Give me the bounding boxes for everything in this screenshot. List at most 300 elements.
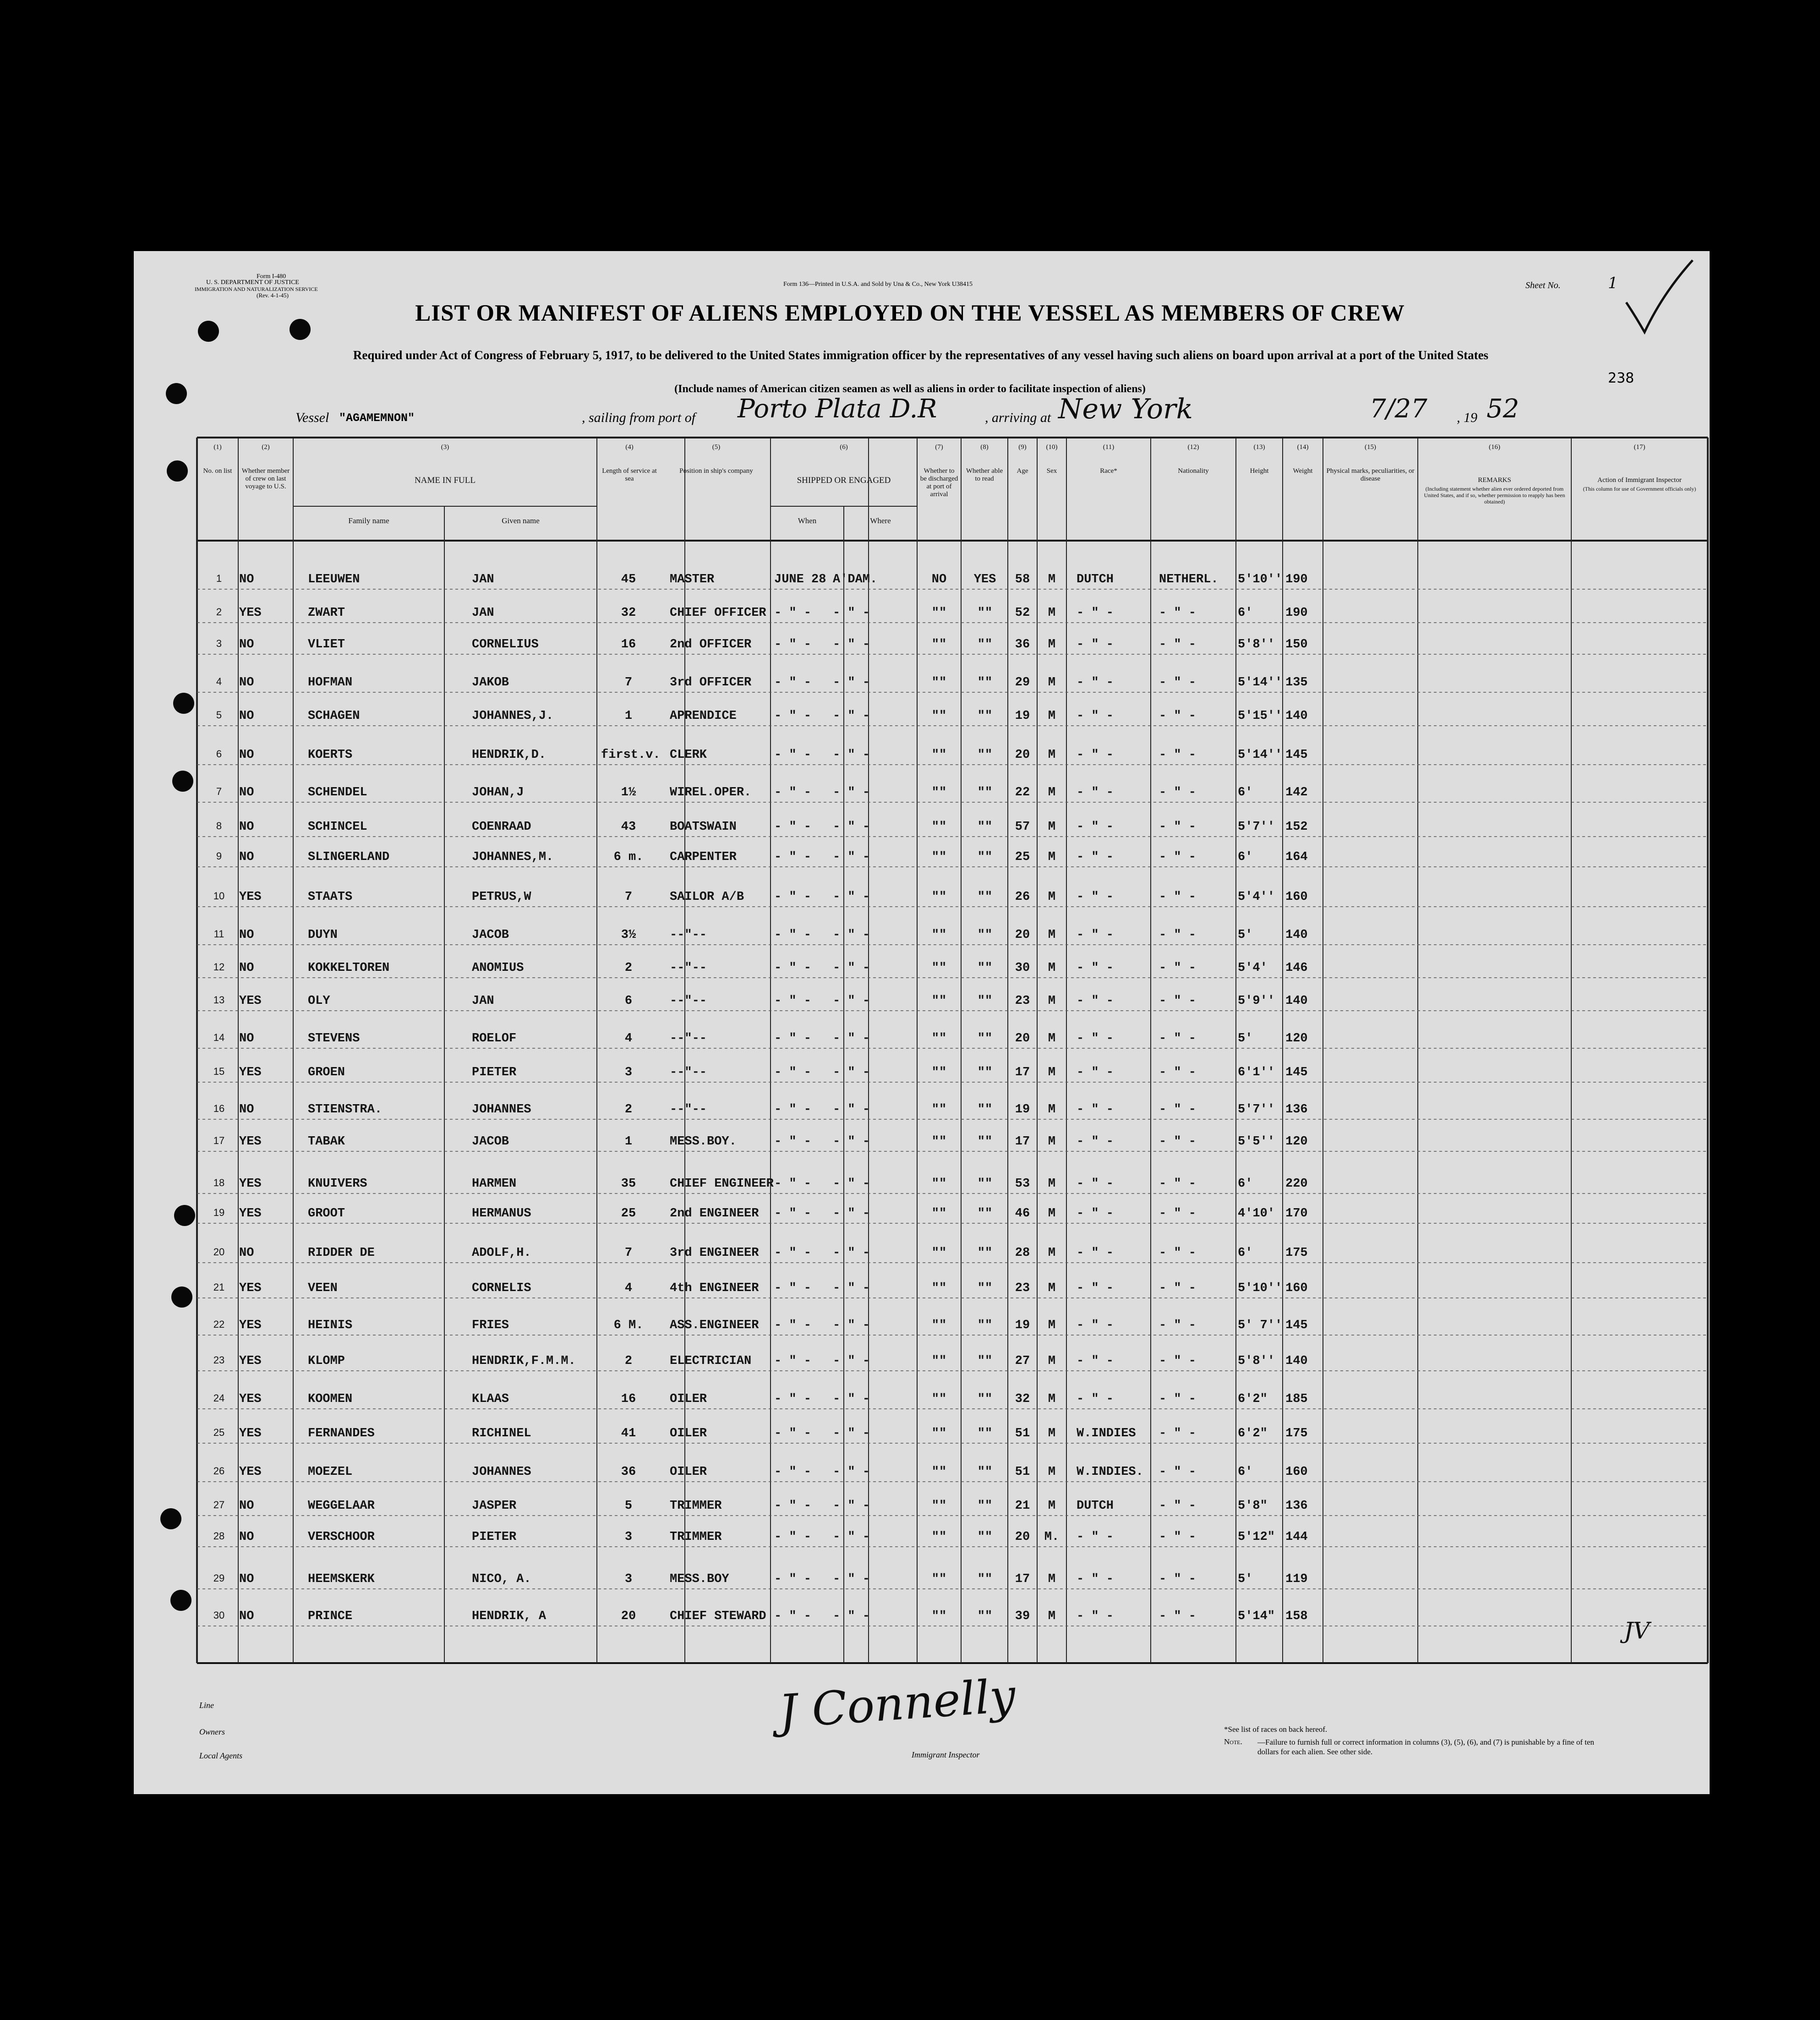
age-cell: 27 bbox=[1015, 1354, 1030, 1368]
weight-cell: 145 bbox=[1285, 1319, 1308, 1332]
given-name-cell: ANOMIUS bbox=[472, 961, 524, 975]
position-cell: CARPENTER bbox=[670, 850, 737, 864]
sex-cell: M bbox=[1048, 890, 1056, 904]
given-name-cell: PETRUS,W bbox=[472, 890, 531, 904]
last-voyage-cell: NO bbox=[239, 676, 254, 690]
able-to-read-cell: "" bbox=[977, 1499, 993, 1513]
shipped-where-cell: - " - bbox=[833, 606, 870, 620]
family-name-cell: SCHAGEN bbox=[308, 709, 360, 723]
family-name-cell: STAATS bbox=[308, 890, 353, 904]
weight-cell: 160 bbox=[1285, 1465, 1308, 1479]
note-text: —Failure to furnish full or correct information in columns (3), (5), (6), and (7) is punishable by a fine of ten dollars for each alien. See other side. bbox=[1257, 1738, 1595, 1756]
inspector-signature: J Connelly bbox=[777, 1669, 1017, 1739]
sex-cell: M bbox=[1048, 961, 1056, 975]
weight-cell: 158 bbox=[1285, 1609, 1308, 1623]
sex-cell: M bbox=[1048, 1319, 1056, 1332]
given-name-cell: FRIES bbox=[472, 1319, 509, 1332]
given-name-cell: JACOB bbox=[472, 928, 509, 942]
family-name-cell: LEEUWEN bbox=[308, 573, 360, 586]
races-note: *See list of races on back hereof. bbox=[1224, 1725, 1328, 1734]
family-name-cell: KOKKELTOREN bbox=[308, 961, 390, 975]
shipped-when-cell: - " - bbox=[774, 890, 812, 904]
col-header-c8-number: (8) bbox=[980, 443, 989, 451]
nationality-cell: NETHERL. bbox=[1159, 573, 1219, 586]
service-length-cell: 36 bbox=[621, 1465, 636, 1479]
discharged-cell: "" bbox=[931, 1354, 947, 1368]
position-cell: --"-- bbox=[670, 994, 707, 1008]
nationality-cell: - " - bbox=[1159, 961, 1197, 975]
service-length-cell: 2 bbox=[624, 961, 633, 975]
last-voyage-cell: NO bbox=[239, 1032, 254, 1046]
given-name-cell: JOHAN,J bbox=[472, 786, 524, 799]
row-number-cell: 21 bbox=[213, 1281, 225, 1293]
height-cell: 5'10'' bbox=[1238, 573, 1283, 586]
height-cell: 5'14'' bbox=[1238, 676, 1283, 690]
row-number-cell: 13 bbox=[213, 994, 225, 1006]
sex-cell: M bbox=[1048, 820, 1056, 834]
service-length-cell: 2 bbox=[624, 1354, 633, 1368]
row-number-cell: 6 bbox=[216, 748, 222, 760]
sex-cell: M bbox=[1048, 1246, 1056, 1260]
arriving-label: , arriving at bbox=[985, 410, 1051, 425]
discharged-cell: "" bbox=[931, 1609, 947, 1623]
shipped-where-cell: - " - bbox=[833, 928, 870, 942]
age-cell: 20 bbox=[1015, 1032, 1030, 1046]
height-cell: 5' bbox=[1238, 928, 1253, 942]
race-cell: - " - bbox=[1077, 1609, 1114, 1623]
family-name-cell: VEEN bbox=[308, 1281, 338, 1295]
nationality-cell: - " - bbox=[1159, 1246, 1197, 1260]
shipped-when-cell: - " - bbox=[774, 1465, 812, 1479]
given-name-cell: JOHANNES,M. bbox=[472, 850, 554, 864]
able-to-read-cell: "" bbox=[977, 1354, 993, 1368]
service-length-cell: 25 bbox=[621, 1207, 636, 1221]
height-cell: 5'14" bbox=[1238, 1609, 1275, 1623]
col-header-c7-number: (7) bbox=[935, 443, 943, 451]
family-name-cell: VLIET bbox=[308, 638, 345, 651]
height-cell: 6' bbox=[1238, 606, 1253, 620]
able-to-read-cell: "" bbox=[977, 850, 993, 864]
family-name-cell: SCHINCEL bbox=[308, 820, 367, 834]
shipped-where-cell: - " - bbox=[833, 820, 870, 834]
race-cell: - " - bbox=[1077, 676, 1114, 690]
shipped-when-cell: - " - bbox=[774, 994, 812, 1008]
service-length-cell: 7 bbox=[624, 676, 633, 690]
last-voyage-cell: NO bbox=[239, 850, 254, 864]
last-voyage-cell: NO bbox=[239, 638, 254, 651]
weight-cell: 144 bbox=[1285, 1530, 1308, 1544]
row-number-cell: 5 bbox=[216, 709, 222, 721]
discharged-cell: "" bbox=[931, 1572, 947, 1586]
weight-cell: 146 bbox=[1285, 961, 1308, 975]
nationality-cell: - " - bbox=[1159, 1066, 1197, 1079]
col-header-c11-label: Race* bbox=[1100, 467, 1117, 475]
given-name-cell: JASPER bbox=[472, 1499, 517, 1513]
height-cell: 5' bbox=[1238, 1032, 1253, 1046]
age-cell: 19 bbox=[1015, 1103, 1030, 1117]
family-name-cell: SLINGERLAND bbox=[308, 850, 390, 864]
age-cell: 36 bbox=[1015, 638, 1030, 651]
col-header-c6-number: (6) bbox=[840, 443, 848, 451]
shipped-when-cell: - " - bbox=[774, 1207, 812, 1221]
race-cell: - " - bbox=[1077, 638, 1114, 651]
discharged-cell: "" bbox=[931, 709, 947, 723]
last-voyage-cell: NO bbox=[239, 961, 254, 975]
given-name-cell: ADOLF,H. bbox=[472, 1246, 531, 1260]
race-cell: - " - bbox=[1077, 1177, 1114, 1191]
sex-cell: M bbox=[1048, 638, 1056, 651]
row-number-cell: 25 bbox=[213, 1427, 225, 1438]
service-length-cell: 1 bbox=[624, 1135, 633, 1149]
position-cell: --"-- bbox=[670, 928, 707, 942]
position-cell: MESS.BOY bbox=[670, 1572, 729, 1586]
nationality-cell: - " - bbox=[1159, 1032, 1197, 1046]
sex-cell: M bbox=[1048, 1572, 1056, 1586]
nationality-cell: - " - bbox=[1159, 1609, 1197, 1623]
row-number-cell: 23 bbox=[213, 1354, 225, 1366]
height-cell: 6' bbox=[1238, 786, 1253, 799]
nationality-cell: - " - bbox=[1159, 676, 1197, 690]
able-to-read-cell: "" bbox=[977, 1392, 993, 1406]
shipped-when-cell: - " - bbox=[774, 606, 812, 620]
position-cell: CHIEF STEWARD bbox=[670, 1609, 766, 1623]
service-length-cell: 7 bbox=[624, 890, 633, 904]
last-voyage-cell: YES bbox=[239, 1319, 262, 1332]
shipped-where-cell: - " - bbox=[833, 961, 870, 975]
sex-cell: M bbox=[1048, 1465, 1056, 1479]
able-to-read-cell: "" bbox=[977, 890, 993, 904]
service-length-cell: 1½ bbox=[621, 786, 636, 799]
nationality-cell: - " - bbox=[1159, 1177, 1197, 1191]
sex-cell: M bbox=[1048, 1609, 1056, 1623]
given-name-cell: NICO, A. bbox=[472, 1572, 531, 1586]
shipped-when-cell: - " - bbox=[774, 1103, 812, 1117]
shipped-where-cell: - " - bbox=[833, 890, 870, 904]
weight-cell: 145 bbox=[1285, 748, 1308, 762]
col-header-c11-number: (11) bbox=[1103, 443, 1115, 451]
family-name-cell: HEEMSKERK bbox=[308, 1572, 375, 1586]
age-cell: 57 bbox=[1015, 820, 1030, 834]
row-number-cell: 8 bbox=[216, 820, 222, 832]
weight-cell: 142 bbox=[1285, 786, 1308, 799]
age-cell: 17 bbox=[1015, 1066, 1030, 1079]
position-cell: CHIEF ENGINEER bbox=[670, 1177, 774, 1191]
family-name-cell: WEGGELAAR bbox=[308, 1499, 375, 1513]
age-cell: 26 bbox=[1015, 890, 1030, 904]
discharged-cell: "" bbox=[931, 786, 947, 799]
nationality-cell: - " - bbox=[1159, 1135, 1197, 1149]
shipped-where-cell: - " - bbox=[833, 1609, 870, 1623]
last-voyage-cell: NO bbox=[239, 1609, 254, 1623]
family-name-cell: STIENSTRA. bbox=[308, 1103, 383, 1117]
height-cell: 6' bbox=[1238, 1465, 1253, 1479]
sheet-label: Sheet No. bbox=[1525, 280, 1561, 290]
service-name: IMMIGRATION AND NATURALIZATION SERVICE bbox=[195, 286, 318, 292]
col-header-c5-label: Position in ship's company bbox=[679, 467, 753, 475]
col-header-c3-number: (3) bbox=[441, 443, 449, 451]
nationality-cell: - " - bbox=[1159, 1281, 1197, 1295]
col-header-c3-sub2: Given name bbox=[502, 516, 540, 525]
able-to-read-cell: "" bbox=[977, 676, 993, 690]
weight-cell: 135 bbox=[1285, 676, 1308, 690]
nationality-cell: - " - bbox=[1159, 820, 1197, 834]
row-number-cell: 10 bbox=[213, 890, 225, 902]
discharged-cell: "" bbox=[931, 1066, 947, 1079]
col-header-c6-sub1: When bbox=[798, 516, 817, 525]
nationality-cell: - " - bbox=[1159, 606, 1197, 620]
age-cell: 39 bbox=[1015, 1609, 1030, 1623]
shipped-where-cell: - " - bbox=[833, 850, 870, 864]
last-voyage-cell: YES bbox=[239, 1427, 262, 1440]
shipped-when-cell: - " - bbox=[774, 1427, 812, 1440]
race-cell: - " - bbox=[1077, 1246, 1114, 1260]
last-voyage-cell: NO bbox=[239, 1246, 254, 1260]
nationality-cell: - " - bbox=[1159, 994, 1197, 1008]
able-to-read-cell: YES bbox=[973, 573, 996, 586]
col-header-c13-number: (13) bbox=[1253, 443, 1265, 451]
last-voyage-cell: YES bbox=[239, 890, 262, 904]
race-cell: - " - bbox=[1077, 606, 1114, 620]
col-header-c6-label: SHIPPED OR ENGAGED bbox=[797, 476, 891, 485]
race-cell: - " - bbox=[1077, 820, 1114, 834]
note-label: Note. bbox=[1224, 1737, 1242, 1746]
col-header-c1-label: No. on list bbox=[203, 467, 232, 475]
height-cell: 6' bbox=[1238, 850, 1253, 864]
position-cell: TRIMMER bbox=[670, 1499, 722, 1513]
age-cell: 20 bbox=[1015, 1530, 1030, 1544]
sex-cell: M bbox=[1048, 850, 1056, 864]
row-number-cell: 1 bbox=[216, 573, 222, 584]
given-name-cell: CORNELIS bbox=[472, 1281, 531, 1295]
service-length-cell: first.v. bbox=[601, 748, 661, 762]
weight-cell: 150 bbox=[1285, 638, 1308, 651]
family-name-cell: FERNANDES bbox=[308, 1427, 375, 1440]
nationality-cell: - " - bbox=[1159, 1427, 1197, 1440]
nationality-cell: - " - bbox=[1159, 1499, 1197, 1513]
shipped-when-cell: - " - bbox=[774, 1246, 812, 1260]
age-cell: 21 bbox=[1015, 1499, 1030, 1513]
weight-cell: 175 bbox=[1285, 1427, 1308, 1440]
race-cell: - " - bbox=[1077, 1103, 1114, 1117]
discharged-cell: "" bbox=[931, 961, 947, 975]
last-voyage-cell: YES bbox=[239, 606, 262, 620]
able-to-read-cell: "" bbox=[977, 961, 993, 975]
position-cell: OILER bbox=[670, 1392, 707, 1406]
weight-cell: 140 bbox=[1285, 1354, 1308, 1368]
sex-cell: M bbox=[1048, 994, 1056, 1008]
position-cell: 3rd OFFICER bbox=[670, 676, 752, 690]
col-header-c5-number: (5) bbox=[712, 443, 721, 451]
last-voyage-cell: YES bbox=[239, 994, 262, 1008]
age-cell: 19 bbox=[1015, 1319, 1030, 1332]
weight-cell: 170 bbox=[1285, 1207, 1308, 1221]
age-cell: 23 bbox=[1015, 994, 1030, 1008]
position-cell: --"-- bbox=[670, 1066, 707, 1079]
row-number-cell: 30 bbox=[213, 1609, 225, 1621]
family-name-cell: MOEZEL bbox=[308, 1465, 353, 1479]
discharged-cell: "" bbox=[931, 1465, 947, 1479]
able-to-read-cell: "" bbox=[977, 786, 993, 799]
service-length-cell: 1 bbox=[624, 709, 633, 723]
family-name-cell: VERSCHOOR bbox=[308, 1530, 375, 1544]
last-voyage-cell: NO bbox=[239, 786, 254, 799]
family-name-cell: KOERTS bbox=[308, 748, 353, 762]
age-cell: 51 bbox=[1015, 1465, 1030, 1479]
row-number-cell: 29 bbox=[213, 1572, 225, 1584]
col-header-c7-label: Whether to be discharged at port of arrival bbox=[920, 467, 958, 498]
discharged-cell: "" bbox=[931, 850, 947, 864]
service-length-cell: 7 bbox=[624, 1246, 633, 1260]
service-length-cell: 20 bbox=[621, 1609, 636, 1623]
race-cell: - " - bbox=[1077, 928, 1114, 942]
position-cell: ASS.ENGINEER bbox=[670, 1319, 759, 1332]
shipped-where-cell: - " - bbox=[833, 1135, 870, 1149]
row-number-cell: 4 bbox=[216, 676, 222, 687]
position-cell: SAILOR A/B bbox=[670, 890, 744, 904]
shipped-where-cell: - " - bbox=[833, 1177, 870, 1191]
row-number-cell: 7 bbox=[216, 786, 222, 797]
nationality-cell: - " - bbox=[1159, 786, 1197, 799]
able-to-read-cell: "" bbox=[977, 1177, 993, 1191]
able-to-read-cell: "" bbox=[977, 1207, 993, 1221]
weight-cell: 140 bbox=[1285, 709, 1308, 723]
position-cell: APRENDICE bbox=[670, 709, 737, 723]
nationality-cell: - " - bbox=[1159, 1465, 1197, 1479]
last-voyage-cell: YES bbox=[239, 1135, 262, 1149]
able-to-read-cell: "" bbox=[977, 748, 993, 762]
shipped-when-cell: - " - bbox=[774, 1032, 812, 1046]
able-to-read-cell: "" bbox=[977, 709, 993, 723]
service-length-cell: 45 bbox=[621, 573, 636, 586]
age-cell: 52 bbox=[1015, 606, 1030, 620]
age-cell: 20 bbox=[1015, 748, 1030, 762]
shipped-when-cell: - " - bbox=[774, 1499, 812, 1513]
sex-cell: M bbox=[1048, 709, 1056, 723]
race-cell: W.INDIES bbox=[1077, 1427, 1136, 1440]
shipped-when-cell: - " - bbox=[774, 748, 812, 762]
race-cell: - " - bbox=[1077, 1281, 1114, 1295]
family-name-cell: SCHENDEL bbox=[308, 786, 367, 799]
service-length-cell: 3 bbox=[624, 1066, 633, 1079]
race-cell: - " - bbox=[1077, 1207, 1114, 1221]
include-note: (Include names of American citizen seamen as well as aliens in order to facilitate inspection of aliens) bbox=[674, 383, 1146, 395]
shipped-when-cell: - " - bbox=[774, 1135, 812, 1149]
weight-cell: 140 bbox=[1285, 994, 1308, 1008]
height-cell: 5'4' bbox=[1238, 961, 1268, 975]
family-name-cell: RIDDER DE bbox=[308, 1246, 375, 1260]
sex-cell: M bbox=[1048, 1207, 1056, 1221]
shipped-where-cell: - " - bbox=[833, 786, 870, 799]
family-name-cell: DUYN bbox=[308, 928, 338, 942]
discharged-cell: "" bbox=[931, 1135, 947, 1149]
race-cell: - " - bbox=[1077, 1066, 1114, 1079]
last-voyage-cell: NO bbox=[239, 1499, 254, 1513]
sex-cell: M bbox=[1048, 1499, 1056, 1513]
col-header-c2-number: (2) bbox=[262, 443, 270, 451]
col-header-c1-number: (1) bbox=[213, 443, 222, 451]
service-length-cell: 6 M. bbox=[613, 1319, 644, 1332]
last-voyage-cell: NO bbox=[239, 928, 254, 942]
sheet-number: 1 bbox=[1608, 274, 1618, 292]
shipped-when-cell: - " - bbox=[774, 1530, 812, 1544]
height-cell: 6'1'' bbox=[1238, 1066, 1275, 1079]
col-header-c16-sub: (Including statement whether alien ever ordered deported from United States, and if so, whether permission to reapply has been obtained) bbox=[1424, 486, 1565, 505]
height-cell: 5'15'' bbox=[1238, 709, 1283, 723]
able-to-read-cell: "" bbox=[977, 1135, 993, 1149]
service-length-cell: 32 bbox=[621, 606, 636, 620]
sex-cell: M bbox=[1048, 1103, 1056, 1117]
inspector-initials: JV bbox=[1624, 1617, 1650, 1644]
col-header-c10-label: Sex bbox=[1046, 467, 1057, 475]
weight-cell: 136 bbox=[1285, 1499, 1308, 1513]
discharged-cell: "" bbox=[931, 748, 947, 762]
row-number-cell: 17 bbox=[213, 1135, 225, 1146]
nationality-cell: - " - bbox=[1159, 1392, 1197, 1406]
age-cell: 17 bbox=[1015, 1572, 1030, 1586]
discharged-cell: "" bbox=[931, 820, 947, 834]
discharged-cell: "" bbox=[931, 1530, 947, 1544]
shipped-where-cell: - " - bbox=[833, 1281, 870, 1295]
weight-cell: 120 bbox=[1285, 1032, 1308, 1046]
height-cell: 5'8'' bbox=[1238, 638, 1275, 651]
shipped-when-cell: - " - bbox=[774, 1066, 812, 1079]
shipped-when-cell: - " - bbox=[774, 1609, 812, 1623]
col-header-c12-number: (12) bbox=[1187, 443, 1199, 451]
shipped-where-cell: - " - bbox=[833, 1032, 870, 1046]
height-cell: 6' bbox=[1238, 1177, 1253, 1191]
shipped-where-cell: - " - bbox=[833, 1427, 870, 1440]
service-length-cell: 3 bbox=[624, 1572, 633, 1586]
discharged-cell: "" bbox=[931, 1392, 947, 1406]
weight-cell: 164 bbox=[1285, 850, 1308, 864]
race-cell: - " - bbox=[1077, 709, 1114, 723]
shipped-where-cell: - " - bbox=[833, 709, 870, 723]
service-length-cell: 41 bbox=[621, 1427, 636, 1440]
discharged-cell: "" bbox=[931, 1499, 947, 1513]
last-voyage-cell: NO bbox=[239, 1572, 254, 1586]
position-cell: 4th ENGINEER bbox=[670, 1281, 759, 1295]
weight-cell: 190 bbox=[1285, 573, 1308, 586]
sex-cell: M bbox=[1048, 786, 1056, 799]
position-cell: OILER bbox=[670, 1427, 707, 1440]
service-length-cell: 35 bbox=[621, 1177, 636, 1191]
age-cell: 32 bbox=[1015, 1392, 1030, 1406]
race-cell: - " - bbox=[1077, 850, 1114, 864]
service-length-cell: 5 bbox=[624, 1499, 633, 1513]
col-header-c3-label: NAME IN FULL bbox=[415, 476, 475, 485]
age-cell: 46 bbox=[1015, 1207, 1030, 1221]
sex-cell: M bbox=[1048, 1281, 1056, 1295]
weight-cell: 190 bbox=[1285, 606, 1308, 620]
age-cell: 53 bbox=[1015, 1177, 1030, 1191]
nationality-cell: - " - bbox=[1159, 748, 1197, 762]
service-length-cell: 2 bbox=[624, 1103, 633, 1117]
position-cell: --"-- bbox=[670, 961, 707, 975]
nationality-cell: - " - bbox=[1159, 890, 1197, 904]
col-header-c9-number: (9) bbox=[1018, 443, 1027, 451]
race-cell: W.INDIES. bbox=[1077, 1465, 1143, 1479]
family-name-cell: GROEN bbox=[308, 1066, 345, 1079]
position-cell: --"-- bbox=[670, 1103, 707, 1117]
discharged-cell: "" bbox=[931, 638, 947, 651]
given-name-cell: JACOB bbox=[472, 1135, 509, 1149]
given-name-cell: COENRAAD bbox=[472, 820, 531, 834]
col-header-c16-label: REMARKS bbox=[1478, 476, 1511, 484]
col-header-c15-label: Physical marks, peculiarities, or disease bbox=[1326, 467, 1415, 482]
sex-cell: M bbox=[1048, 748, 1056, 762]
able-to-read-cell: "" bbox=[977, 820, 993, 834]
position-cell: TRIMMER bbox=[670, 1530, 722, 1544]
